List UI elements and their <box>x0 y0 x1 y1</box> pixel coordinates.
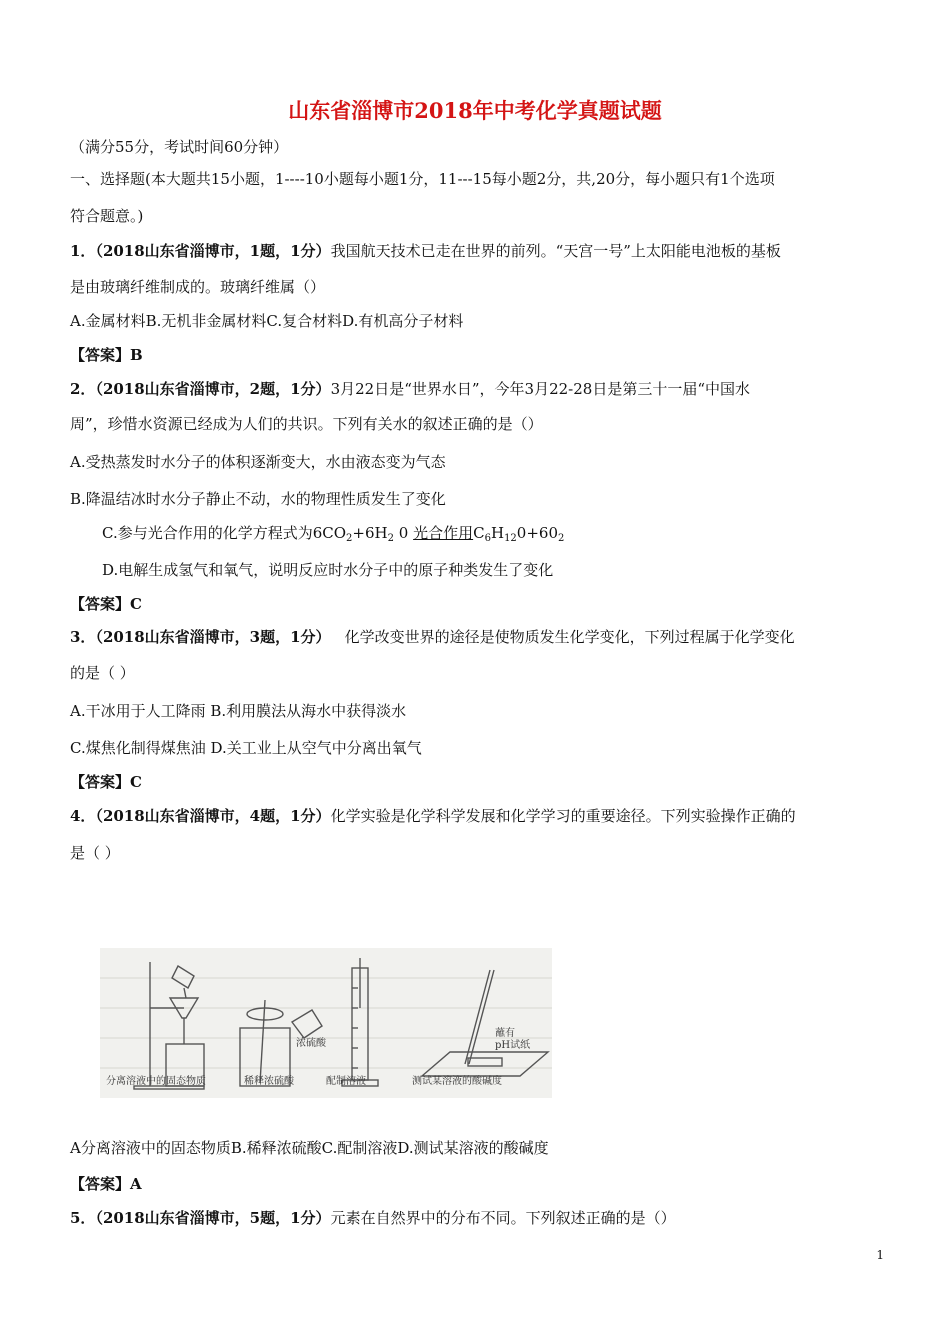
document-title: 山东省淄博市2018年中考化学真题试题 <box>288 98 662 123</box>
question-number: 3． <box>70 628 96 646</box>
question-2-option-b: B.降温结冰时水分子静止不动，水的物理性质发生了变化 <box>70 490 446 508</box>
question-source: （2018山东省淄博市，3题，1分） <box>95 628 331 646</box>
question-1-line1 <box>70 240 781 261</box>
reaction-condition: 光合作用 <box>413 524 474 542</box>
question-source: （2018山东省淄博市，2题，1分） <box>95 380 331 398</box>
figure-caption-solution: 配制溶液 <box>326 1076 366 1087</box>
section-heading-line2: 符合题意。) <box>70 207 144 225</box>
question-2-option-d: D.电解生成氢气和氧气，说明反应时水分子中的原子种类发生了变化 <box>102 561 554 579</box>
question-5-line1 <box>70 1207 676 1228</box>
question-2-option-a: A.受热蒸发时水分子的体积逐渐变大，水由液态变为气态 <box>70 453 446 471</box>
question-1-line2: 是由玻璃纤维制成的。玻璃纤维属（） <box>70 278 326 296</box>
question-source: （2018山东省淄博市，1题，1分） <box>95 242 331 260</box>
question-4-line2: 是（ ） <box>70 844 120 862</box>
page-number: 1 <box>876 1248 884 1262</box>
question-3-option-ab: A.干冰用于人工降雨 B.利用膜法从海水中获得淡水 <box>70 702 407 720</box>
figure-label-ph-paper: pH试纸 <box>495 1040 531 1051</box>
section-heading-line1: 一、选择题(本大题共15小题，1----10小题每小题1分，11---15每小题2分，共,20分，每小题只有1个选项 <box>70 170 775 188</box>
answer-label: 【答案】 <box>70 1175 131 1193</box>
question-3-line1 <box>70 626 795 647</box>
answer-label: 【答案】 <box>70 346 131 364</box>
figure-caption-filtration: 分离溶液中的固态物质 <box>106 1076 206 1087</box>
question-1-options: A.金属材料B.无机非金属材料C.复合材料D.有机高分子材料 <box>70 312 464 330</box>
question-number: 1． <box>70 242 96 260</box>
question-stem: 元素在自然界中的分布不同。下列叙述正确的是（） <box>330 1209 676 1227</box>
question-stem: 化学改变世界的途径是使物质发生化学变化，下列过程属于化学变化 <box>344 628 795 646</box>
figure-caption-ph-test: 测试某溶液的酸碱度 <box>412 1076 502 1087</box>
answer-3 <box>70 771 142 792</box>
lab-operations-figure <box>100 948 552 1098</box>
question-source: （2018山东省淄博市，5题，1分） <box>95 1209 331 1227</box>
question-4-line1 <box>70 805 796 826</box>
answer-value: B <box>130 346 143 364</box>
answer-value: C <box>130 773 142 791</box>
question-2-line2: 周”，珍惜水资源已经成为人们的共识。下列有关水的叙述正确的是（） <box>70 415 543 433</box>
answer-value: A <box>130 1175 142 1193</box>
question-number: 5． <box>70 1209 96 1227</box>
question-number: 2． <box>70 380 96 398</box>
answer-2 <box>70 593 142 614</box>
question-source: （2018山东省淄博市，4题，1分） <box>95 807 331 825</box>
option-c-text: C.参与光合作用的化学方程式为 <box>102 524 313 542</box>
question-stem: 化学实验是化学科学发展和化学学习的重要途径。下列实验操作正确的 <box>330 807 796 825</box>
question-stem: 3月22日是“世界水日”，今年3月22-28日是第三十一届“中国水 <box>330 380 750 398</box>
answer-1 <box>70 344 143 365</box>
figure-label-acid: 浓硫酸 <box>296 1038 326 1049</box>
figure-caption-dilution: 稀释浓硫酸 <box>244 1076 294 1087</box>
question-stem: 我国航天技术已走在世界的前列。“天宫一号”上太阳能电池板的基板 <box>330 242 781 260</box>
question-4-options: A分离溶液中的固态物质B.稀释浓硫酸C.配制溶液D.测试某溶液的酸碱度 <box>70 1139 549 1157</box>
question-3-line2: 的是（ ） <box>70 664 135 682</box>
question-2-line1 <box>70 378 750 399</box>
exam-note: （满分55分，考试时间60分钟） <box>70 138 289 156</box>
answer-label: 【答案】 <box>70 773 131 791</box>
answer-value: C <box>130 595 142 613</box>
answer-4 <box>70 1173 142 1194</box>
answer-label: 【答案】 <box>70 595 131 613</box>
question-3-option-cd: C.煤焦化制得煤焦油 D.关工业上从空气中分离出氧气 <box>70 739 422 757</box>
question-2-option-c <box>102 522 564 544</box>
chemical-equation: $6CO_2+6H_2$ 0 光合作用$C_6H_{12}0+60_2$ <box>312 524 565 544</box>
question-number: 4． <box>70 807 96 825</box>
figure-label-dipped: 蘸有 <box>495 1028 515 1039</box>
